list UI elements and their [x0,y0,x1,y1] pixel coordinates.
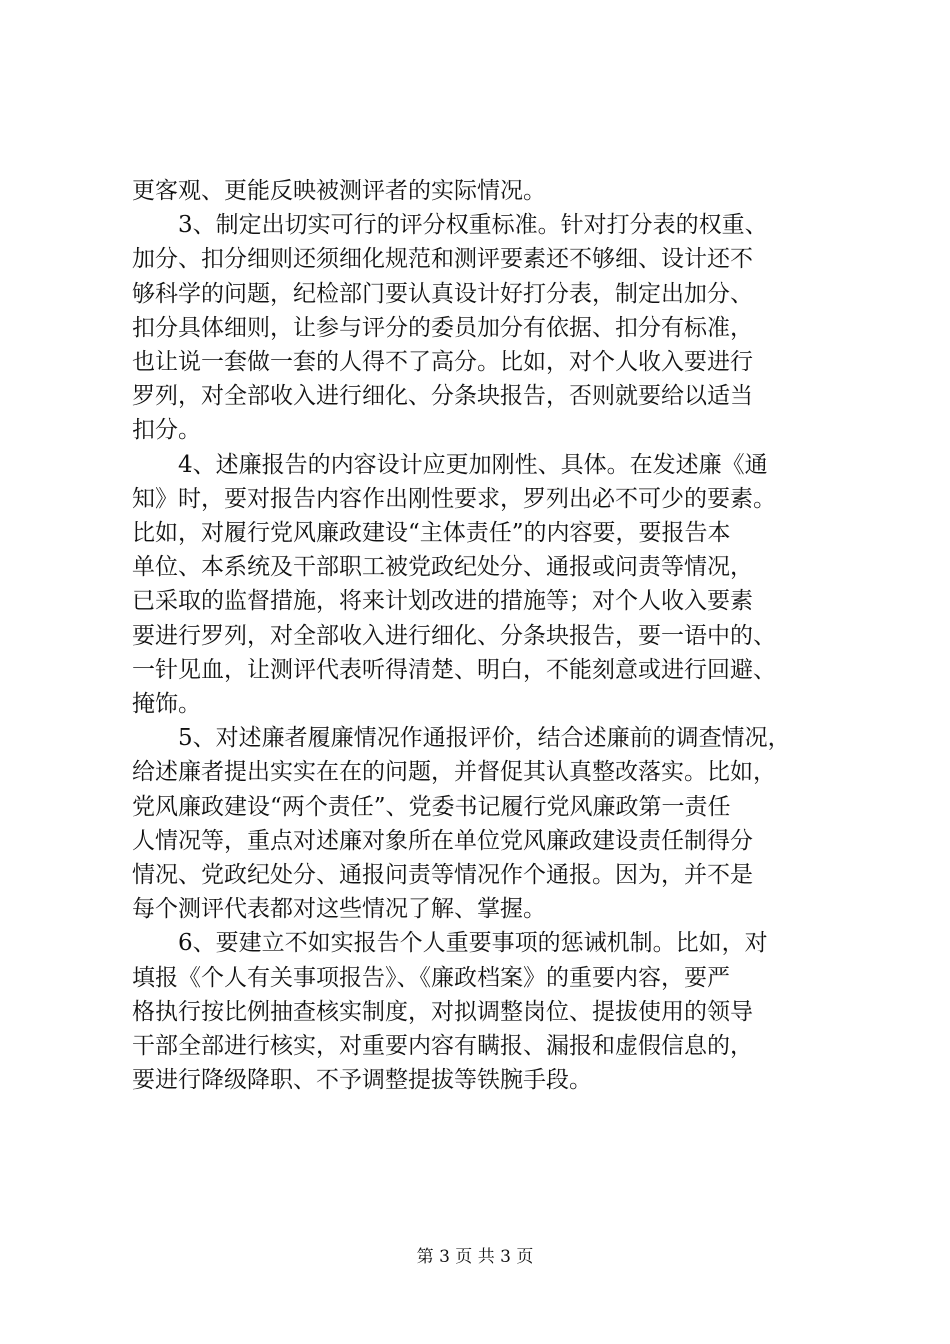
text-line: 给述廉者提出实实在在的问题，并督促其认真整改落实。比如， [132,759,776,786]
text-line: 5、对述廉者履廉情况作通报评价，结合述廉前的调查情况， [178,725,791,752]
paragraph-item-4 [132,448,832,722]
text-line: 要进行罗列，对全部收入进行细化、分条块报告，要一语中的、 [132,622,776,649]
text-line: 每个测评代表都对这些情况了解、掌握。 [132,896,546,923]
page-footer [0,1242,950,1267]
text-line: 6、要建立不如实报告个人重要事项的惩诫机制。比如，对 [178,930,768,957]
text-line: 情况、党政纪处分、通报问责等情况作个通报。因为，并不是 [132,862,753,889]
text-line: 填报《个人有关事项报告》、《廉政档案》的重要内容，要严 [132,964,730,991]
text-line: 党风廉政建设“两个责任”、党委书记履行党风廉政第一责任 [132,793,731,820]
text-line: 人情况等，重点对述廉对象所在单位党风廉政建设责任制得分 [132,827,753,854]
document-body [132,174,832,1097]
text-line: 格执行按比例抽查核实制度，对拟调整岗位、提拔使用的领导 [132,998,753,1025]
text-line: 知》时，要对报告内容作出刚性要求，罗列出必不可少的要素。 [132,485,776,512]
text-line: 已采取的监督措施，将来计划改进的措施等；对个人收入要素 [132,588,753,615]
text-line: 扣分具体细则，让参与评分的委员加分有依据、扣分有标准， [132,314,753,341]
text-line: 单位、本系统及干部职工被党政纪处分、通报或问责等情况， [132,554,753,581]
text-line: 4、述廉报告的内容设计应更加刚性、具体。在发述廉《通 [178,451,768,478]
paragraph-item-5 [132,721,832,926]
text-line: 3、制定出切实可行的评分权重标准。针对打分表的权重、 [178,212,768,239]
text-line: 也让说一套做一套的人得不了高分。比如，对个人收入要进行 [132,349,753,376]
text-line: 比如，对履行党风廉政建设“主体责任”的内容要，要报告本 [132,520,731,547]
page-number-label: 第 3 页 共 3 页 [416,1247,534,1267]
text-line: 干部全部进行核实，对重要内容有瞒报、漏报和虚假信息的， [132,1033,753,1060]
text-line: 掩饰。 [132,691,201,718]
paragraph-intro-continuation [132,174,832,208]
text-line: 扣分。 [132,417,201,444]
text-line: 罗列，对全部收入进行细化、分条块报告，否则就要给以适当 [132,383,753,410]
text-line: 更客观、更能反映被测评者的实际情况。 [132,178,546,204]
text-line: 一针见血，让测评代表听得清楚、明白，不能刻意或进行回避、 [132,656,776,683]
text-line: 加分、扣分细则还须细化规范和测评要素还不够细、设计还不 [132,246,753,273]
paragraph-item-3 [132,208,832,447]
text-line: 要进行降级降职、不予调整提拔等铁腕手段。 [132,1067,592,1094]
text-line: 够科学的问题，纪检部门要认真设计好打分表，制定出加分、 [132,280,753,307]
paragraph-item-6 [132,926,832,1097]
